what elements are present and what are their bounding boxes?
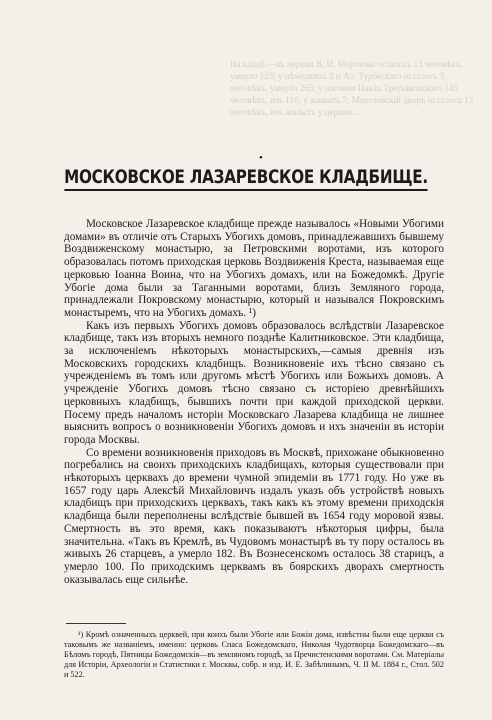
footnotes: [64, 630, 444, 680]
paragraph-3: Со времени возникновенія приходовъ въ Москвѣ, прихожане обыкновенно погребались на своихъ приходскихъ кладбищахъ, которыя существовали при нѣкоторыхъ церквахъ до времени чумной эпидеміи въ 1771 году. Но уже въ 1657 году царь Алексѣй Михайловичъ издалъ указъ объ устройствѣ новыхъ кладбищъ при приходскихъ церквахъ, такъ какъ къ этому времени приходскія кладбища были переполнены вслѣдствіе бывшей въ 1654 году моровой язвы. Смертность въ это время, какъ показываютъ нѣкоторыя цифры, была значительна. «Такъ въ Кремлѣ, въ Чудовомъ монастырѣ въ ту пору осталось въ живыхъ 26 старцевъ, а умерло 182. Въ Вознесенскомъ осталось 38 старицъ, а умерло 100. По приходскимъ церквамъ въ боярскихъ дворахъ смертность оказывалась еще сильнѣе.: [64, 446, 444, 586]
main-text: [64, 218, 444, 586]
page-title: [49, 166, 443, 188]
footnote-1: ¹) Кромѣ означенныхъ церквей, при коихъ были Убогіе или Божіи дома, извѣстны были еще церкви съ таковымъ же названіемъ, именно: церковь Спаса Божедомскаго, Николая Чудотворца Божедомскаго—въ Бѣломъ городѣ, Пятницы Божедомскія—въ земляномъ городѣ, за Пречистенскими воротами. См. Матеріалы для Исторіи, Археологіи и Статистики г. Москвы, собр. и изд. И. Е. Забѣлинымъ, Ч. II М. 1884 г., Стол. 502 и 522.: [64, 630, 444, 679]
paragraph-2: Какъ изъ первыхъ Убогихъ домовъ образовалось вслѣдствіи Лазаревское кладбище, такъ изъ вторыхъ немного позднѣе Калитниковское. Эти кладбища, за исключеніемъ нѣкоторыхъ монастырскихъ,—самыя древнія изъ Московскихъ городскихъ кладбищъ. Возникновеніе ихъ тѣсно связано съ учрежденіемъ въ томъ или другомъ мѣстѣ Убогихъ или Божьихъ домовъ. А учрежденіе Убогихъ домовъ тѣсно связано съ исторіею древнѣйшихъ церковныхъ кладбищъ, бывшихъ почти при каждой приходской церкви. Посему предъ началомъ исторіи Московскаго Лазарева кладбища не лишнее выяснить вопросъ о возникновеніи Убогихъ домовъ и ихъ значеніи въ исторіи города Москвы.: [64, 319, 444, 446]
title-ornament-dot: •: [259, 152, 263, 164]
footnote-separator: [66, 623, 126, 624]
page-title-text: МОСКОВСКОЕ ЛАЗАРЕВСКОЕ КЛАДБИЩЕ.: [64, 166, 428, 191]
paragraph-1: Московское Лазаревское кладбище прежде называлось «Новыми Убогими домами» въ отличіе отъ Старыхъ Убогихъ домовъ, принадлежавшихъ бывшему Воздвиженскому монастырю, за Петровскими воротами, изъ которого образовалась потомъ приходская церковь Воздвиженія Креста, называемая еще церковью Іоанна Воина, что на Убогихъ домахъ, или на Божедомкѣ. Другіе Убогіе дома были за Таганными воротами, близъ Земляного города, принадлежали Покровскому монастырю, который и назывался Покровскимъ монастыремъ, что на Убогихъ домахъ. ¹): [64, 218, 444, 319]
bleed-through-lines: На кладб.—въ церкви В. И. Морозова осталось 13 человѣкъ, умерло 123; у нѣмецкихъ 2 и Ал. Турбескаго осталось 5 человѣкъ, умерло 265; у часовни Павла Третьяковскаго 145 человѣкъ, изъ 110; у живыхъ 7; Морозовскій дворъ осталось 13 человѣкъ, изъ жилыхъ у церкви...: [230, 59, 474, 117]
bleed-through-text: [230, 58, 480, 168]
